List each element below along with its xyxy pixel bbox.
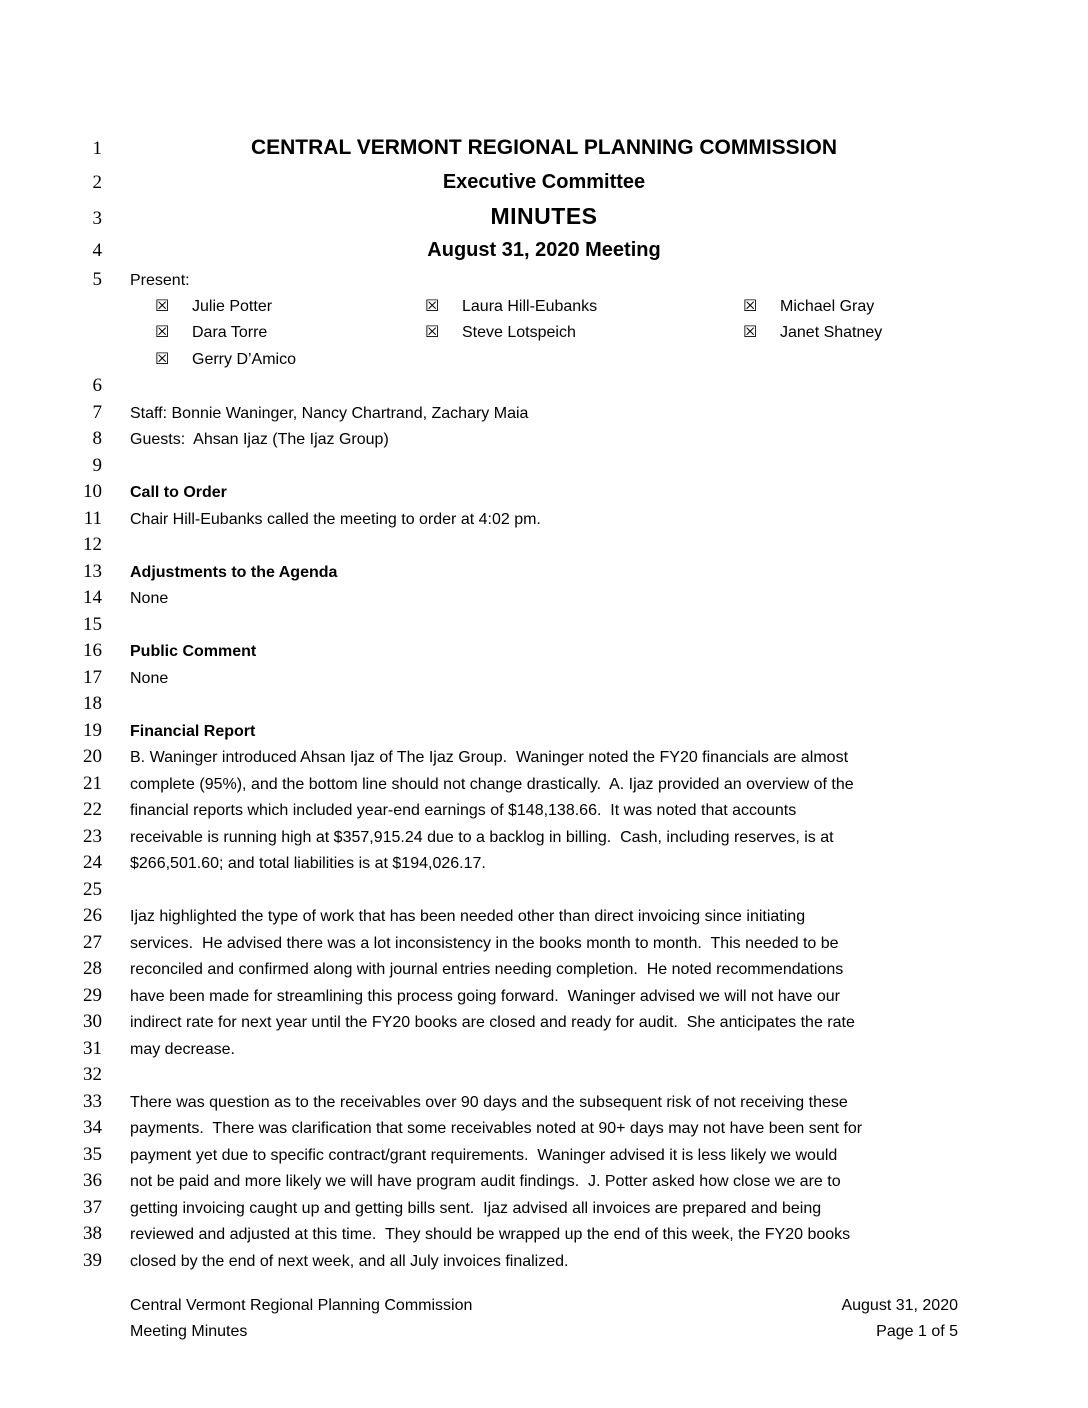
line-number: 26	[83, 905, 102, 926]
doc-line-14: 14 None	[0, 585, 1088, 612]
attendee-name: Michael Gray	[780, 297, 875, 315]
doc-line-25	[0, 877, 1088, 904]
line-number: 6	[92, 375, 102, 396]
doc-line-22: 22 financial reports which included year-end earnings of $148,138.66. It was noted that accounts	[0, 797, 1088, 824]
doc-title-committee	[0, 165, 1088, 199]
doc-line-9	[0, 453, 1088, 480]
line-number: 11	[83, 507, 102, 529]
checked-checkbox-icon: ☒	[155, 324, 170, 341]
doc-line-34: 34 payments. There was clarification that some receivables noted at 90+ days may not have been sent for	[0, 1115, 1088, 1142]
footer-page-number: Page 1 of 5	[876, 1323, 958, 1340]
doc-line-33: 33 There was question as to the receivables over 90 days and the subsequent risk of not receiving these	[0, 1089, 1088, 1116]
line-number: 37	[83, 1196, 102, 1218]
line-number: 7	[92, 401, 102, 423]
line-number: 5	[92, 269, 102, 290]
page-footer	[0, 1293, 1088, 1345]
guests-text: Guests: Ahsan Ijaz (The Ijaz Group)	[130, 431, 389, 448]
line-number: 10	[83, 481, 102, 502]
doc-line-30: 30 indirect rate for next year until the FY20 books are closed and ready for audit. She anticipates the rate	[0, 1009, 1088, 1036]
doc-title-org	[0, 131, 1088, 165]
attendee-name: Janet Shatney	[780, 324, 883, 341]
line-number: 17	[83, 666, 102, 688]
line-number: 16	[83, 640, 102, 661]
footer-doc-type: Meeting Minutes	[130, 1323, 248, 1340]
line-number: 23	[83, 825, 102, 847]
line-number: 39	[83, 1249, 102, 1271]
section-heading-call-to-order	[0, 479, 1088, 506]
attendance-row	[155, 347, 958, 374]
attendee	[743, 294, 958, 321]
line-number: 28	[83, 958, 102, 979]
doc-line-32	[0, 1062, 1088, 1089]
line-number: 32	[83, 1064, 102, 1085]
line-number: 33	[83, 1090, 102, 1112]
line-number: 13	[83, 560, 102, 582]
line-number: 22	[83, 799, 102, 820]
doc-line-28: 28 reconciled and confirmed along with journal entries needing completion. He noted recommendations	[0, 956, 1088, 983]
line-number: 20	[83, 746, 102, 767]
line-number: 8	[92, 428, 102, 449]
attendee	[743, 320, 958, 347]
line-number: 27	[83, 931, 102, 953]
checked-checkbox-icon: ☒	[155, 350, 170, 368]
attendee	[155, 320, 425, 347]
attendee	[425, 294, 743, 321]
line-number: 12	[83, 534, 102, 555]
committee-title-text: Executive Committee	[442, 171, 646, 193]
doc-line-37: 37 getting invoicing caught up and getting bills sent. Ijaz advised all invoices are prepared and being	[0, 1195, 1088, 1222]
line-number: 15	[83, 613, 102, 635]
staff-text: Staff: Bonnie Waninger, Nancy Chartrand, Zachary Maia	[130, 404, 529, 422]
attendee	[155, 347, 425, 374]
doc-line-18	[0, 691, 1088, 718]
doc-line-26: 26 Ijaz highlighted the type of work that has been needed other than direct invoicing since initiating	[0, 903, 1088, 930]
doc-title-meeting-date	[0, 233, 1088, 267]
line-number: 35	[83, 1143, 102, 1165]
attendee-name: Dara Torre	[192, 324, 268, 341]
org-title-text: CENTRAL VERMONT REGIONAL PLANNING COMMISSION	[250, 136, 838, 159]
doc-line-27: 27 services. He advised there was a lot inconsistency in the books month to month. This needed to be	[0, 930, 1088, 957]
line-number: 30	[83, 1011, 102, 1032]
checked-checkbox-icon: ☒	[743, 324, 758, 341]
attendee-name: Gerry D’Amico	[192, 350, 297, 368]
line-number: 21	[83, 772, 102, 794]
section-heading-adjustments	[0, 559, 1088, 586]
doc-line-29: 29 have been made for streamlining this process going forward. Waninger advised we will not have our	[0, 983, 1088, 1010]
checked-checkbox-icon: ☒	[155, 297, 170, 315]
attendee	[155, 294, 425, 321]
minutes-title-text: MINUTES	[490, 203, 598, 229]
line-number: 38	[83, 1223, 102, 1244]
doc-line-15	[0, 612, 1088, 639]
line-number: 19	[83, 719, 102, 741]
line-number: 24	[83, 852, 102, 873]
section-heading-text: Public Comment	[130, 643, 257, 660]
doc-line-38: 38 reviewed and adjusted at this time. They should be wrapped up the end of this week, the FY20 books	[0, 1221, 1088, 1248]
line-number: 29	[83, 984, 102, 1006]
doc-line-12	[0, 532, 1088, 559]
attendee	[425, 320, 743, 347]
attendee-name: Julie Potter	[192, 297, 273, 315]
footer-org: Central Vermont Regional Planning Commission	[130, 1297, 473, 1314]
line-number: 31	[83, 1037, 102, 1059]
doc-line-36: 36 not be paid and more likely we will have program audit findings. J. Potter asked how close we are to	[0, 1168, 1088, 1195]
doc-line-20: 20 B. Waninger introduced Ahsan Ijaz of The Ijaz Group. Waninger noted the FY20 financials are almost	[0, 744, 1088, 771]
doc-title-minutes	[0, 199, 1088, 233]
staff-line	[0, 400, 1088, 427]
footer-date: August 31, 2020	[841, 1297, 958, 1314]
doc-line-11: 11 Chair Hill-Eubanks called the meeting to order at 4:02 pm.	[0, 506, 1088, 533]
doc-line-35: 35 payment yet due to specific contract/grant requirements. Waninger advised it is less likely we would	[0, 1142, 1088, 1169]
footer-left-block	[130, 1293, 841, 1345]
section-heading-text: Adjustments to the Agenda	[130, 563, 338, 581]
line-number: 14	[83, 587, 102, 608]
attendance-row	[155, 294, 958, 321]
line-number: 2	[92, 172, 102, 193]
doc-line-17: 17 None	[0, 665, 1088, 692]
section-heading-text: Call to Order	[130, 484, 227, 501]
line-number: 25	[83, 878, 102, 900]
line-number: 18	[83, 693, 102, 714]
line-number: 36	[83, 1170, 102, 1191]
attendee-name: Laura Hill-Eubanks	[462, 297, 598, 315]
attendee-name: Steve Lotspeich	[462, 324, 576, 341]
doc-line-31: 31 may decrease.	[0, 1036, 1088, 1063]
line-number: 4	[92, 240, 102, 261]
doc-line-39: 39 closed by the end of next week, and all July invoices finalized.	[0, 1248, 1088, 1275]
doc-line-24: 24 $266,501.60; and total liabilities is at $194,026.17.	[0, 850, 1088, 877]
line-number: 1	[92, 138, 102, 159]
guests-line	[0, 426, 1088, 453]
attendance-row	[155, 320, 958, 347]
line-number: 34	[83, 1117, 102, 1138]
doc-line-23: 23 receivable is running high at $357,915.24 due to a backlog in billing. Cash, including reserves, is at	[0, 824, 1088, 851]
doc-line-21: 21 complete (95%), and the bottom line should not change drastically. A. Ijaz provided an overview of the	[0, 771, 1088, 798]
checked-checkbox-icon: ☒	[425, 297, 440, 315]
section-heading-public-comment	[0, 638, 1088, 665]
present-label: Present:	[130, 272, 190, 289]
checked-checkbox-icon: ☒	[425, 324, 440, 341]
meeting-date-text: August 31, 2020 Meeting	[427, 239, 661, 261]
line-number: 9	[92, 454, 102, 476]
section-heading-text: Financial Report	[130, 722, 256, 740]
checked-checkbox-icon: ☒	[743, 297, 758, 315]
doc-line-6	[0, 373, 1088, 400]
section-heading-financial-report	[0, 718, 1088, 745]
footer-right-block	[841, 1293, 958, 1345]
present-label-line	[0, 267, 1088, 294]
line-number: 3	[92, 208, 102, 229]
